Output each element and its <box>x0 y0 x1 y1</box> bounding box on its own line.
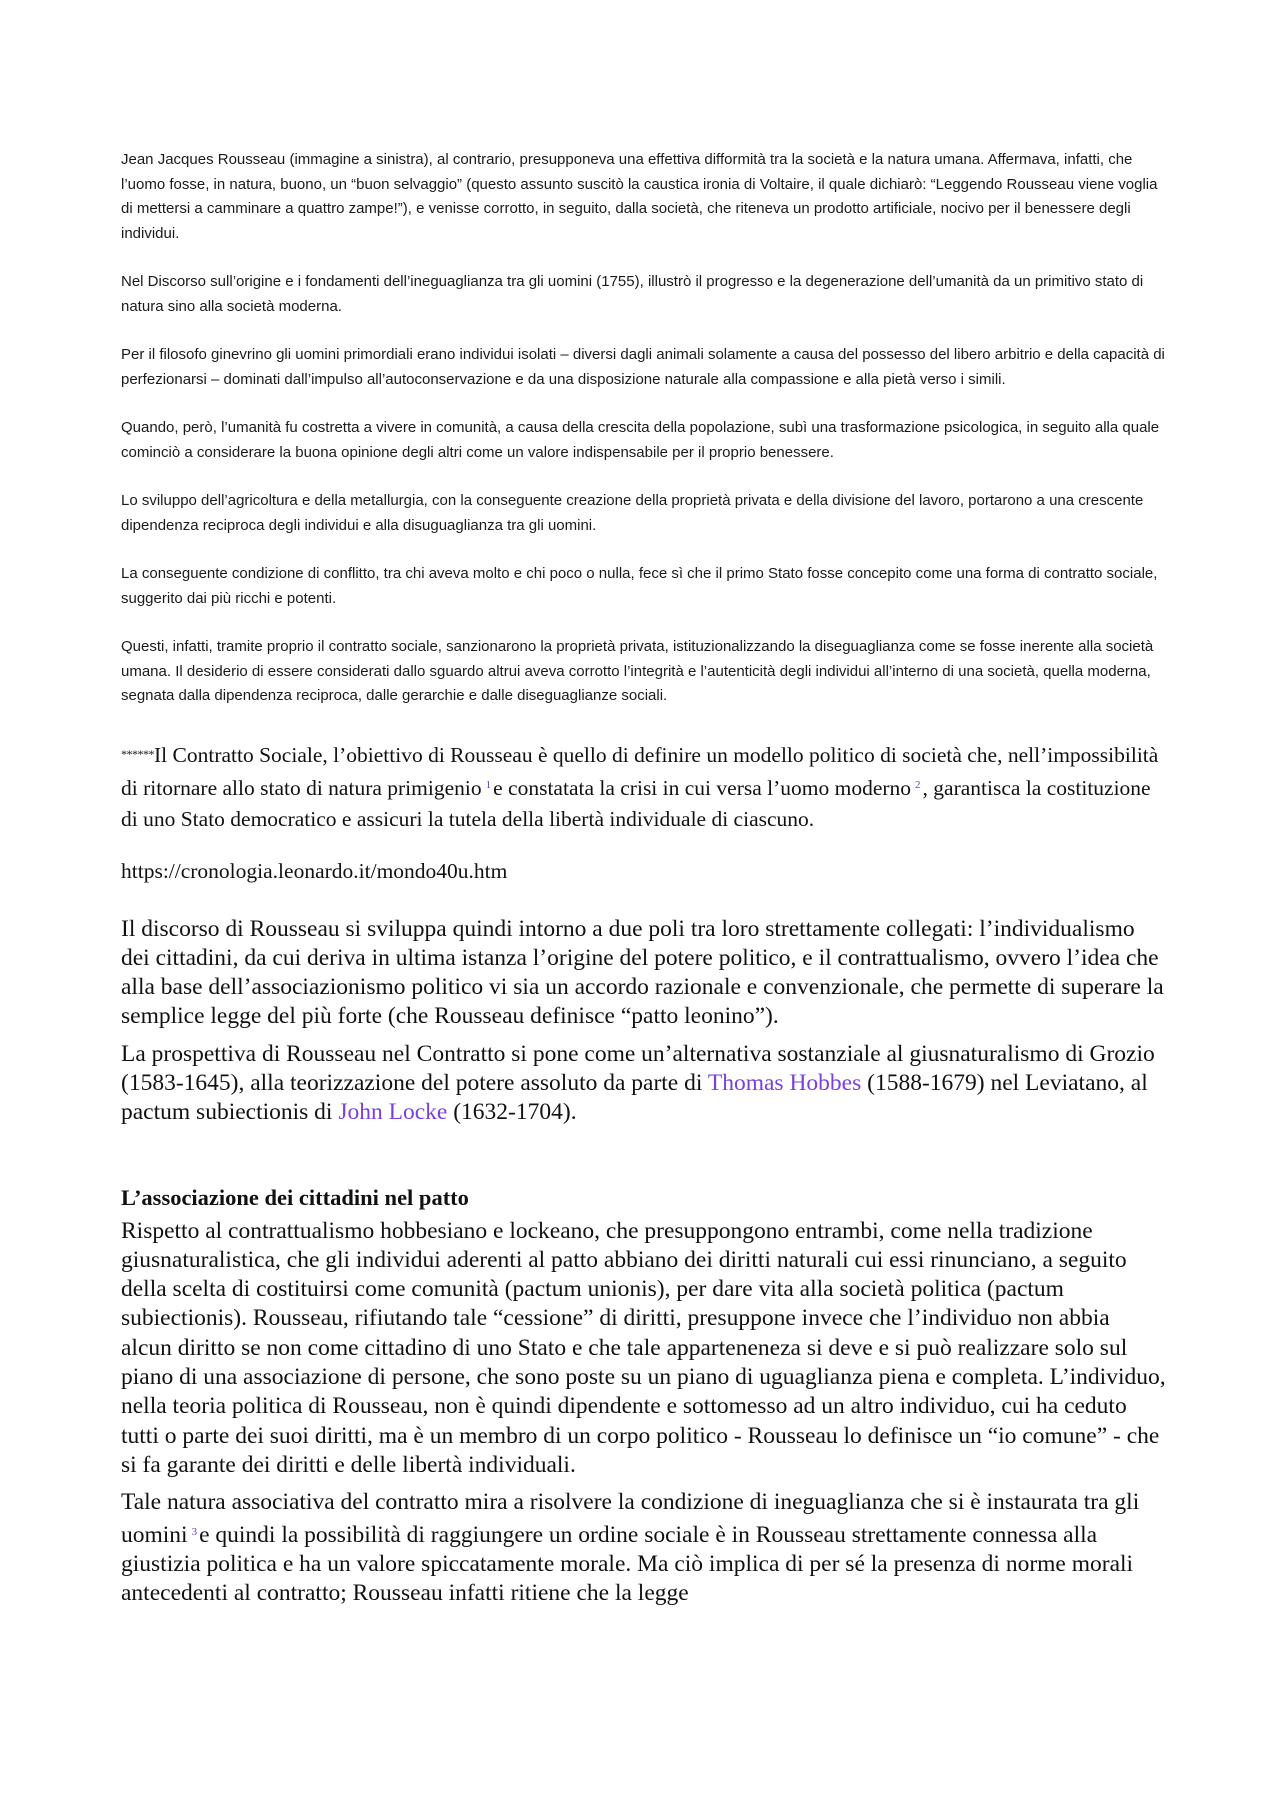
discorso-text: (1632-1704). <box>447 1099 577 1126</box>
contratto-text: , garantisca la costituzione di uno Stato democratico e assicuri la tutela della libertà individuale di ciascuno. <box>121 776 1151 831</box>
intro-paragraph: Nel Discorso sull’origine e i fondamenti dell’ineguaglianza tra gli uomini (1755), illustrò il progresso e la degenerazione dell’umanità da un primitivo stato di natura sino alla società moderna. <box>121 273 1144 315</box>
intro-paragraph: Per il filosofo ginevrino gli uomini primordiali erano individui isolati – diversi dagli animali solamente a causa del possesso del libero arbitrio e della capacità di perfezionarsi – dominati dall’impulso all’autoconservazione e da una disposizione naturale alla compassione e alla pietà verso i simili. <box>121 346 1165 388</box>
discorso-paragraph: Il discorso di Rousseau si sviluppa quindi intorno a due poli tra loro strettamente collegati: l’individualismo dei cittadini, da cui deriva in ultima istanza l’origine del potere politico, e il contrattualismo, ovvero l’idea che alla base dell’associazionismo politico vi sia un accordo razionale e convenzionale, che permette di superare la semplice legge del più forte (che Rousseau definisce “patto leonino”). <box>121 915 1164 1030</box>
link-john-locke[interactable]: John Locke <box>338 1099 448 1126</box>
discorso-section <box>121 915 1166 1128</box>
associazione-paragraph <box>121 1488 1166 1608</box>
associazione-text: e quindi la possibilità di raggiungere un ordine sociale è in Rousseau strettamente connessa alla giustizia politica e ha un valore spiccatamente morale. Ma ciò implica di per sé la presenza di norme morali antecedenti al contratto; Rousseau infatti ritiene che la legge <box>121 1521 1134 1607</box>
footnote-ref-3[interactable]: 3 <box>191 1525 198 1538</box>
associazione-paragraph: Rispetto al contrattualismo hobbesiano e lockeano, che presuppongono entrambi, come nella tradizione giusnaturalistica, che gli individui aderenti al patto abbiano dei diritti naturali cui essi rinunciano, a seguito della scelta di costituirsi come comunità (pactum unionis), per dare vita alla società politica (pactum subiectionis). Rousseau, rifiutando tale “cessione” di diritti, presuppone invece che l’individuo non abbia alcun diritto se non come cittadino di uno Stato e che tale apparteneneza si deve e si può realizzare solo sul piano di una associazione di persone, che sono poste su un piano di uguaglianza piena e completa. L’individuo, nella teoria politica di Rousseau, non è quindi dipendente e sottomesso ad un altro individuo, cui ha ceduto tutti o parte dei suoi diritti, ma è un membro di un corpo politico - Rousseau lo definisce un “io comune” - che si fa garante dei diritti e delle libertà individuali. <box>121 1217 1166 1478</box>
contratto-section <box>121 739 1166 887</box>
associazione-section <box>121 1217 1166 1609</box>
intro-paragraph: La conseguente condizione di conflitto, tra chi aveva molto e chi poco o nulla, fece sì che il primo Stato fosse concepito come una forma di contratto sociale, suggerito dai più ricchi e potenti. <box>121 565 1158 607</box>
asterisks-marker: ****** <box>121 746 154 761</box>
footnote-ref-1[interactable]: 1 <box>485 779 492 791</box>
contratto-paragraph <box>121 739 1166 835</box>
source-url: https://cronologia.leonardo.it/mondo40u.htm <box>121 859 508 883</box>
discorso-text: La prospettiva di Rousseau nel Contratto si pone come un’alternativa sostanziale al giusnaturalismo di Grozio (1583-1645), alla teorizzazione del potere assoluto da parte di <box>121 1040 1155 1096</box>
discorso-paragraph <box>121 1040 1166 1128</box>
intro-paragraph: Jean Jacques Rousseau (immagine a sinistra), al contrario, presupponeva una effettiva difformità tra la società e la natura umana. Affermava, infatti, che l’uomo fosse, in natura, buono, un “buon selvaggio” (questo assunto suscitò la caustica ironia di Voltaire, il quale dichiarò: “Leggendo Rousseau viene voglia di mettersi a camminare a quattro zampe!”), e venisse corrotto, in seguito, dalla società, che riteneva un prodotto artificiale, nocivo per il benessere degli individui. <box>121 151 1158 242</box>
footnote-ref-2[interactable]: 2 <box>915 779 921 791</box>
intro-paragraph: Quando, però, l’umanità fu costretta a vivere in comunità, a causa della crescita della popolazione, subì una trasformazione psicologica, in seguito alla quale cominciò a considerare la buona opinione degli altri come un valore indispensabile per il proprio benessere. <box>121 419 1160 461</box>
contratto-text: Il Contratto Sociale, l’obiettivo di Rousseau è quello di definire un modello politico di società che, nell’impossibilità di ritornare allo stato di natura primigenio <box>121 742 1159 800</box>
associazione-text: Tale natura associativa del contratto mira a risolvere la condizione di ineguaglianza che si è instaurata tra gli uomini <box>121 1489 1140 1548</box>
intro-section <box>121 148 1166 709</box>
section-heading: L’associazione dei cittadini nel patto <box>121 1184 469 1210</box>
intro-paragraph: Lo sviluppo dell’agricoltura e della metallurgia, con la conseguente creazione della proprietà privata e della divisione del lavoro, portarono a una crescente dipendenza reciproca degli individui e alla disuguaglianza tra gli uomini. <box>121 492 1144 534</box>
contratto-text: e constatata la crisi in cui versa l’uomo moderno <box>493 776 912 800</box>
intro-paragraph: Questi, infatti, tramite proprio il contratto sociale, sanzionarono la proprietà privata, istituzionalizzando la diseguaglianza come se fosse inerente alla società umana. Il desiderio di essere considerati dallo sguardo altrui aveva corrotto l’integrità e l’autenticità degli individui all’interno di una società, quella moderna, segnata dalla dipendenza reciproca, dalle gerarchie e dalle diseguaglianze sociali. <box>121 638 1154 704</box>
link-thomas-hobbes[interactable]: Thomas Hobbes <box>707 1069 862 1096</box>
document-page <box>121 148 1166 1608</box>
discorso-text: (1588-1679) nel Leviatano, al pactum subiectionis di <box>121 1069 1148 1126</box>
